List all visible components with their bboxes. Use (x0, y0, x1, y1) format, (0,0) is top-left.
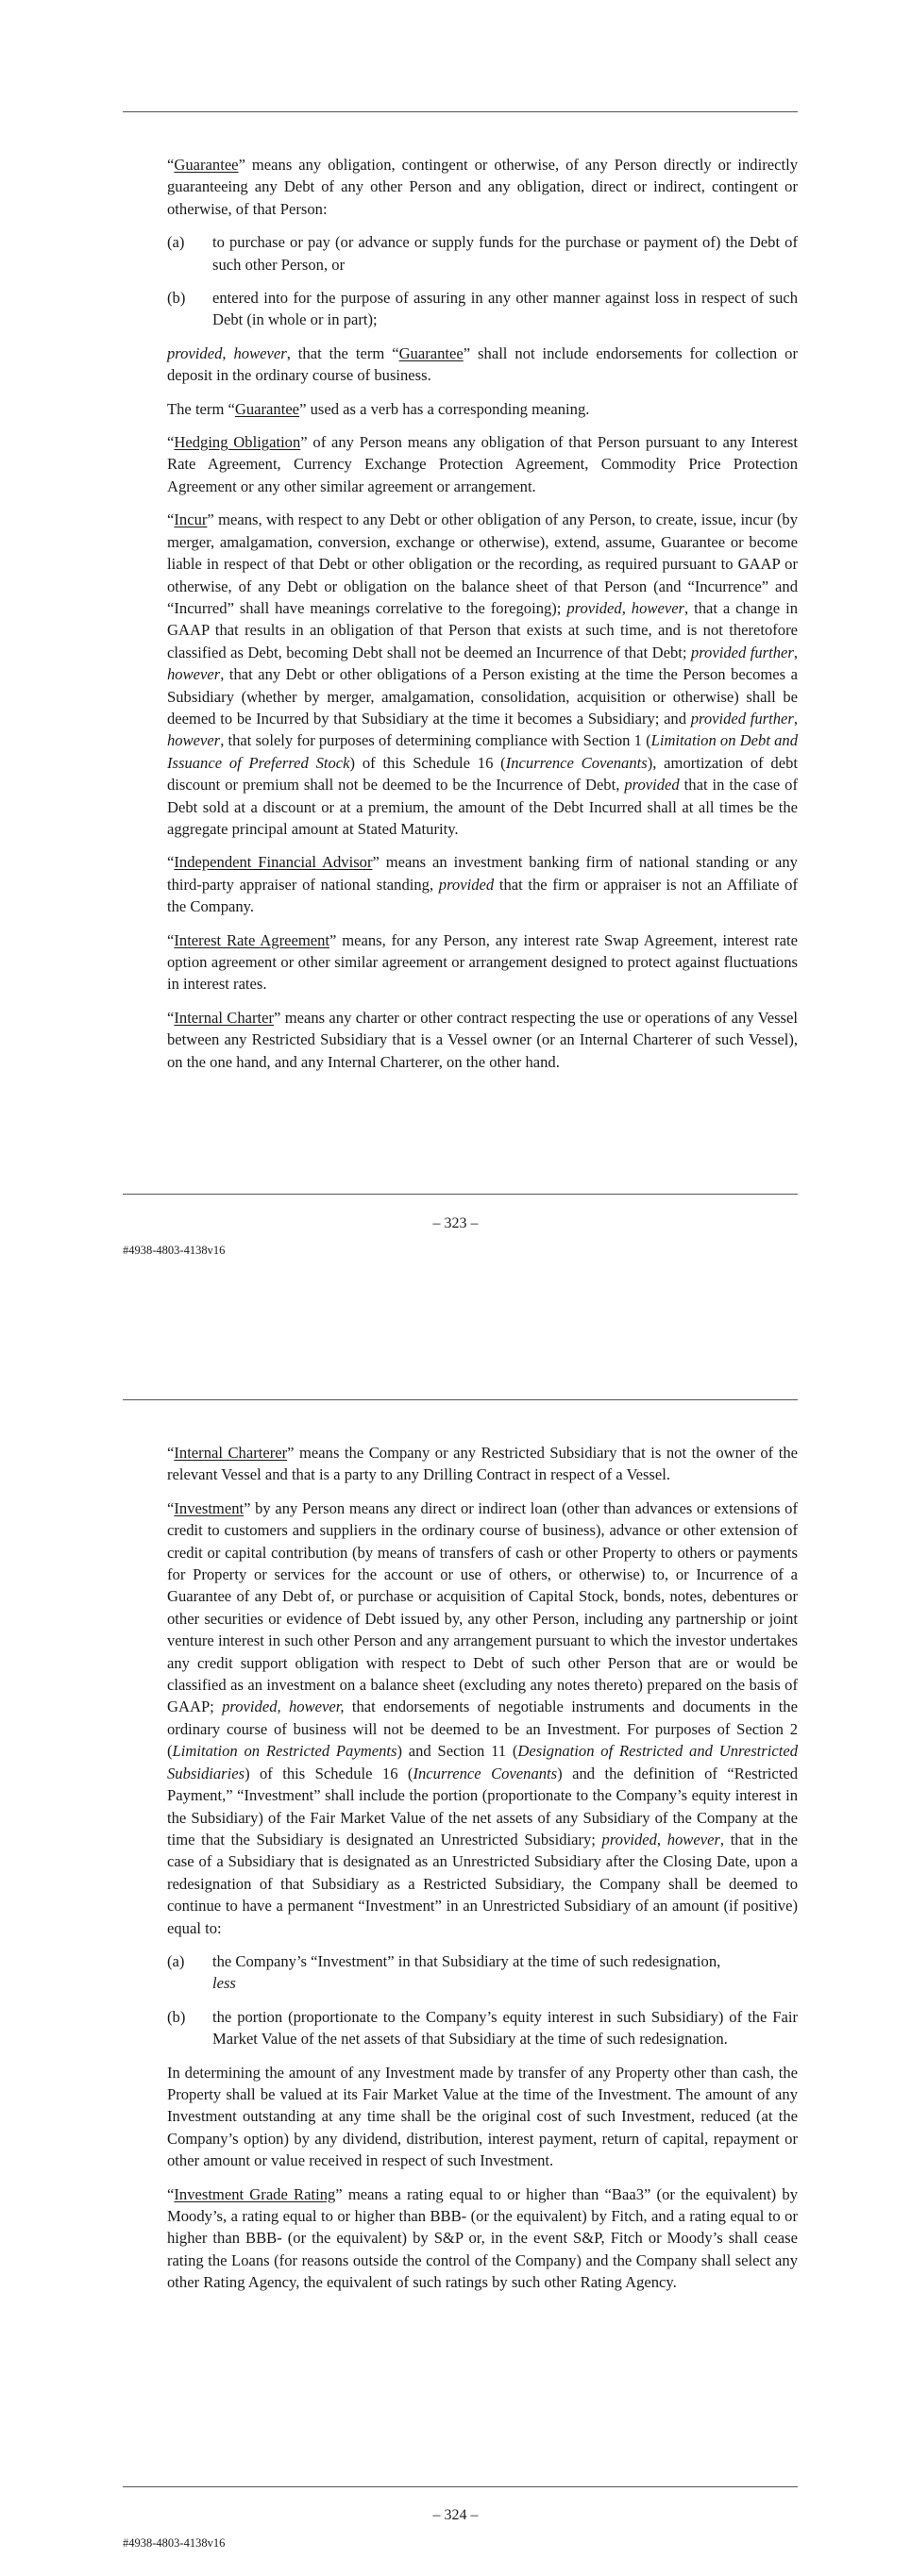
definition-independent-financial-advisor: “Independent Financial Advisor” means an investment banking firm of national standing or any third-party appraiser of national standing, provided that the firm or appraiser is not an Affiliate of the Company. (167, 853, 798, 916)
list-item-label: (a) (167, 233, 185, 252)
defined-term: Incur (174, 510, 208, 529)
list-item (167, 2006, 798, 2050)
list-item (167, 231, 798, 276)
defined-term: Interest Rate Agreement (174, 930, 330, 949)
definition-internal-charter: “Internal Charter” means any charter or other contract respecting the use or operations of any Vessel between any Restricted Subsidiary that is a Vessel owner (or an Internal Charterer of such Vessel), on the one hand, and any Internal Charterer, on the other hand. (167, 1008, 798, 1071)
defined-term: Hedging Obligation (174, 433, 301, 452)
defined-term: Investment Grade Rating (174, 2184, 336, 2203)
document-id: #4938-4803-4138v16 (123, 2536, 226, 2550)
list-item (167, 287, 798, 331)
page-324 (0, 1288, 911, 2576)
list-item-text: entered into for the purpose of assuring in any other manner against loss in respect of such Debt (in whole or in part); (212, 289, 798, 329)
defined-term: Internal Charter (174, 1008, 275, 1027)
page-body (167, 1442, 798, 2305)
list-item-label: (a) (167, 1951, 185, 1970)
list-item (167, 1950, 798, 1995)
footer-rule (123, 2486, 798, 2487)
defined-term: Guarantee (174, 156, 239, 174)
definition-investment-grade-rating: “Investment Grade Rating” means a rating equal to or higher than “Baa3” (or the equivalent) by Moody’s, a rating equal to or higher than BBB- (or the equivalent) by Fitch, and a rating equal to or higher than BBB- (or the equivalent) by S&P or, in the event S&P, Fitch or Moody’s shall cease rating the Loans (for reasons outside the control of the Company) and the Company shall select any other Rating Agency, the equivalent of such ratings by such other Rating Agency. (167, 2184, 798, 2292)
list-item-text: the portion (proportionate to the Company’s equity interest in such Subsidiary) of the Fair Market Value of the net assets of that Subsidiary at the time of such redesignation. (212, 2007, 798, 2049)
header-rule (123, 111, 798, 112)
list-item-label: (b) (167, 289, 186, 308)
definition-guarantee: “Guarantee” means any obligation, contingent or otherwise, of any Person directly or indirectly guaranteeing any Debt of any other Person and any obligation, direct or indirect, contingent or otherwise, of that Person: (167, 156, 798, 218)
page-body (167, 154, 798, 1084)
list-item-text: to purchase or pay (or advance or supply funds for the purchase or payment of) the Debt of such other Person, or (212, 233, 798, 274)
definition-hedging-obligation: “Hedging Obligation” of any Person means any obligation of that Person pursuant to any Interest Rate Agreement, Currency Exchange Protection Agreement, Commodity Price Protection Agreement or any other similar agreement or arrangement. (167, 433, 798, 495)
definition-interest-rate-agreement: “Interest Rate Agreement” means, for any Person, any interest rate Swap Agreement, interest rate option agreement or other similar agreement or arrangement designed to protect against fluctuations in interest rates. (167, 930, 798, 994)
page-number: – 323 – (432, 1215, 479, 1231)
document-id: #4938-4803-4138v16 (123, 1244, 226, 1257)
guarantee-proviso: provided, however, that the term “Guarantee” shall not include endorsements for collection or deposit in the ordinary course of business. (167, 343, 799, 385)
definition-incur: “Incur” means, with respect to any Debt or other obligation of any Person, to create, issue, incur (by merger, amalgamation, conversion, exchange or otherwise), extend, assume, Guarantee or become liable in respect of that Debt or other obligation or the recording, as required pursuant to GAAP or otherwise, of any Debt or obligation on the balance sheet of that Person (and “Incurrence” and “Incurred” shall have meanings correlative to the foregoing); provided, however, that a change in GAAP that results in an obligation of that Person that exists at such time, and is not theretofore classified as Debt, becoming Debt shall not be deemed an Incurrence of that Debt; provided further, however, that any Debt or other obligations of a Person existing at the time the Person becomes a Subsidiary (whether by merger, amalgamation, consolidation, acquisition or otherwise) shall be deemed to be Incurred by that Subsidiary at the time it becomes a Subsidiary; and provided further, however, that solely for purposes of determining compliance with Section 1 (Limitation on Debt and Issuance of Preferred Stock) of this Schedule 16 (Incurrence Covenants), amortization of debt discount or premium shall not be deemed to be the Incurrence of Debt, provided that in the case of Debt sold at a discount or at a premium, the amount of the Debt Incurred shall at all times be the aggregate principal amount at Stated Maturity. (167, 510, 798, 838)
list-item-label: (b) (167, 2007, 186, 2026)
list-item-text: the Company’s “Investment” in that Subsidiary at the time of such redesignation, less (212, 1951, 721, 1993)
defined-term: Internal Charterer (174, 1444, 288, 1462)
footer-rule (123, 1194, 798, 1195)
guarantee-verb-note: The term “Guarantee” used as a verb has a corresponding meaning. (167, 399, 590, 418)
investment-valuation-paragraph: In determining the amount of any Investment made by transfer of any Property other than cash, the Property shall be valued at its Fair Market Value at the time of the Investment. The amount of any Investment outstanding at any time shall be the original cost of such Investment, reduced (at the Company’s option) by any dividend, distribution, interest payment, return of capital, repayment or other amount or value received in respect of such Investment. (167, 2063, 798, 2170)
defined-term: Independent Financial Advisor (174, 853, 373, 872)
definition-investment: “Investment” by any Person means any direct or indirect loan (other than advances or extensions of credit to customers and suppliers in the ordinary course of business), advance or other extension of credit or capital contribution (by means of transfers of cash or other Property to others or payments for Property or services for the account or use of others, or otherwise) to, or Incurrence of a Guarantee of any Debt of, or purchase or acquisition of Capital Stock, bonds, notes, debentures or other securities or evidence of Debt issued by, any other Person, including any partnership or joint venture interest in such other Person and any arrangement pursuant to which the investor undertakes any credit support obligation with respect to Debt of such other Person that are or would be classified as an investment on a balance sheet (excluding any notes thereto) prepared on the basis of GAAP; provided, however, that endorsements of negotiable instruments and documents in the ordinary course of business will not be deemed to be an Investment. For purposes of Section 2 (Limitation on Restricted Payments) and Section 11 (Designation of Restricted and Unrestricted Subsidiaries) of this Schedule 16 (Incurrence Covenants) and the definition of “Restricted Payment,” “Investment” shall include the portion (proportionate to the Company’s equity interest in the Subsidiary) of the Fair Market Value of the net assets of any Subsidiary of the Company at the time that the Subsidiary is designated an Unrestricted Subsidiary; provided, however, that in the case of a Subsidiary that is designated as an Unrestricted Subsidiary after the Closing Date, upon a redesignation of that Subsidiary as a Restricted Subsidiary, the Company shall be deemed to continue to have a permanent “Investment” in an Unrestricted Subsidiary of an amount (if positive) equal to: (167, 1498, 799, 1937)
defined-term: Investment (174, 1498, 245, 1517)
header-rule (123, 1399, 798, 1400)
definition-internal-charterer: “Internal Charterer” means the Company or any Restricted Subsidiary that is not the owner of the relevant Vessel and that is a party to any Drilling Contract in respect of a Vessel. (167, 1444, 798, 1484)
page-number: – 324 – (432, 2507, 479, 2523)
